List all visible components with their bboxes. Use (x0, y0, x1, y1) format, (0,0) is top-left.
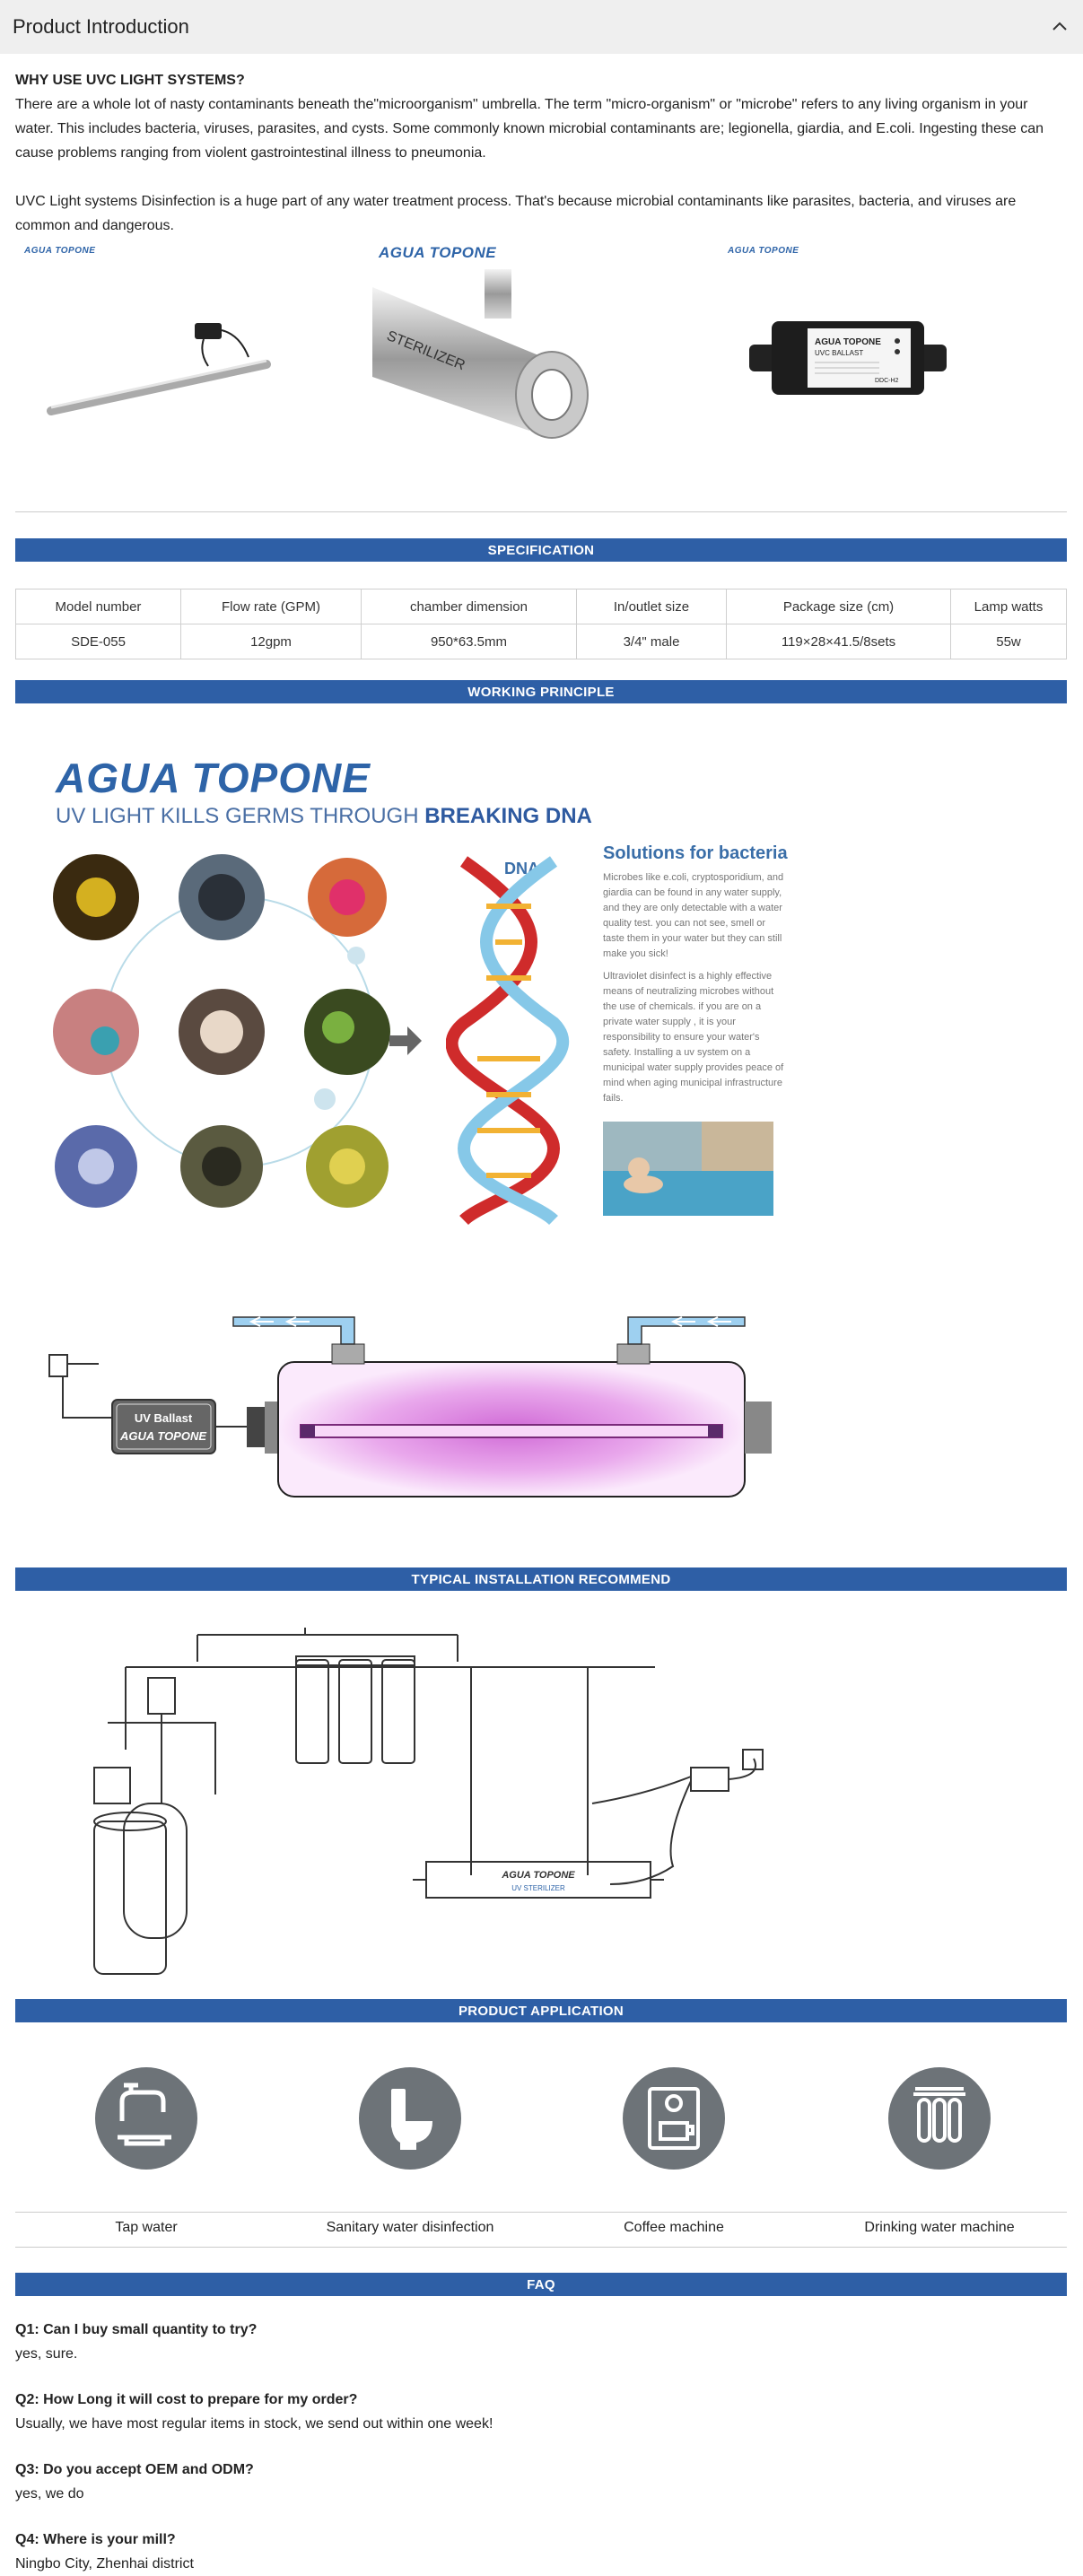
spec-header-cell: chamber dimension (362, 589, 577, 624)
intro-paragraph-2: UVC Light systems Disinfection is a huge part of any water treatment process. That's because microbial contaminants like parasites, bacteria, and viruses are common and dangerous. (15, 194, 1017, 233)
spec-header-cell: Model number (16, 589, 181, 624)
principle-brand: AGUA TOPONE (56, 755, 371, 801)
uv-sterilizer-diagram (45, 1301, 834, 1507)
application-label: Tap water (115, 2220, 178, 2235)
faq-item (15, 2318, 1067, 2366)
spec-header-row (16, 589, 1067, 624)
product-image-1 (15, 240, 356, 438)
solutions-text-1: Microbes like e.coli, cryptosporidium, and giardia can be found in any water supply, and they are only detectable with a water quality test. you can not see, smell or taste them in your water but they can still make you sick! (603, 872, 784, 959)
toilet-icon (359, 2067, 461, 2170)
faq-question: Q3: Do you accept OEM and ODM? (15, 2462, 254, 2477)
product-image-2 (368, 240, 709, 438)
coffee-machine-icon (623, 2067, 725, 2170)
principle-tagline: UV LIGHT KILLS GERMS THROUGH BREAKING DNA (56, 804, 592, 828)
faq-answer: Usually, we have most regular items in stock, we send out within one week! (15, 2416, 493, 2432)
solutions-text-2: Ultraviolet disinfect is a highly effective means of neutralizing microbes without the use of chemicals. if you are on a private water supply , it is your responsibility to ensure your water's safety. Installing a uv system on a municipal water supply provides peace of mind when aging municipal infrastructure fails. (603, 971, 784, 1104)
dna-helix (446, 852, 572, 1229)
ballast-brand-label: AGUA TOPONE (119, 1429, 207, 1443)
faq-answer: yes, sure. (15, 2346, 78, 2362)
faq-question: Q2: How Long it will cost to prepare for my order? (15, 2392, 358, 2407)
application-label: Sanitary water disinfection (326, 2220, 494, 2235)
ballast-title: UVC BALLAST (815, 349, 864, 357)
microbe-circles (51, 852, 428, 1211)
divider (15, 2247, 1067, 2248)
pool-photo (603, 1122, 773, 1216)
spec-table (15, 589, 1067, 659)
install-brand: AGUA TOPONE (502, 1870, 575, 1881)
sterilizer-label: STERILIZER (384, 327, 467, 374)
spec-header-cell: In/outlet size (577, 589, 727, 624)
spec-header-cell: Lamp watts (951, 589, 1067, 624)
intro-section (15, 68, 1067, 238)
product-image-3 (722, 240, 1063, 438)
specification-bar: SPECIFICATION (15, 538, 1067, 562)
arrow-right-icon (388, 1023, 424, 1059)
divider (15, 511, 1067, 512)
faq-answer: yes, we do (15, 2486, 84, 2502)
dna-label: DNA (504, 860, 539, 878)
spec-cell: SDE-055 (16, 624, 181, 659)
brand-logo: AGUA TOPONE (728, 246, 799, 256)
spec-cell: 950*63.5mm (362, 624, 577, 659)
faq-question: Q1: Can I buy small quantity to try? (15, 2322, 258, 2337)
faq-item (15, 2458, 1067, 2506)
intro-paragraph-1: There are a whole lot of nasty contaminants beneath the"microorganism" umbrella. The term "micro-organism" or "microbe" refers to any living organism in your water. This includes bacteria, viruses, parasites, and cysts. Some commonly known microbial contaminants are; legionella, giardia, and E.coli. Ingesting these can cause problems ranging from violent gastrointestinal illness to pneumonia. (15, 97, 1044, 161)
water-filter-icon (888, 2067, 991, 2170)
chevron-up-icon[interactable] (1049, 16, 1070, 38)
application-bar: PRODUCT APPLICATION (15, 1999, 1067, 2022)
faucet-icon (95, 2067, 197, 2170)
application-label: Coffee machine (624, 2220, 724, 2235)
brand-logo: AGUA TOPONE (379, 244, 497, 261)
spec-header-cell: Package size (cm) (727, 589, 951, 624)
ballast-brand: AGUA TOPONE (815, 337, 881, 347)
solutions-title: Solutions for bacteria (603, 843, 788, 863)
uv-ballast-label: UV Ballast (134, 1411, 193, 1425)
working-principle-bar: WORKING PRINCIPLE (15, 680, 1067, 703)
install-sub: UV STERILIZER (511, 1884, 565, 1892)
spec-header-cell: Flow rate (GPM) (181, 589, 362, 624)
installation-bar: TYPICAL INSTALLATION RECOMMEND (15, 1567, 1067, 1591)
faq-item (15, 2388, 1067, 2436)
faq-answer: Ningbo City, Zhenhai district (15, 2556, 194, 2572)
installation-diagram (72, 1615, 969, 1992)
principle-infographic (15, 718, 1067, 1220)
spec-data-row (16, 624, 1067, 659)
spec-cell: 12gpm (181, 624, 362, 659)
spec-cell: 119×28×41.5/8sets (727, 624, 951, 659)
faq-item (15, 2528, 1067, 2576)
brand-logo: AGUA TOPONE (24, 246, 96, 256)
ballast-model: DDC-H2 (875, 378, 899, 384)
product-introduction-header[interactable] (0, 0, 1083, 54)
intro-heading: WHY USE UVC LIGHT SYSTEMS? (15, 73, 245, 88)
header-title: Product Introduction (13, 15, 189, 38)
spec-cell: 3/4" male (577, 624, 727, 659)
faq-bar: FAQ (15, 2273, 1067, 2296)
application-label: Drinking water machine (864, 2220, 1015, 2235)
divider (15, 2212, 1067, 2213)
spec-cell: 55w (951, 624, 1067, 659)
faq-question: Q4: Where is your mill? (15, 2532, 176, 2547)
